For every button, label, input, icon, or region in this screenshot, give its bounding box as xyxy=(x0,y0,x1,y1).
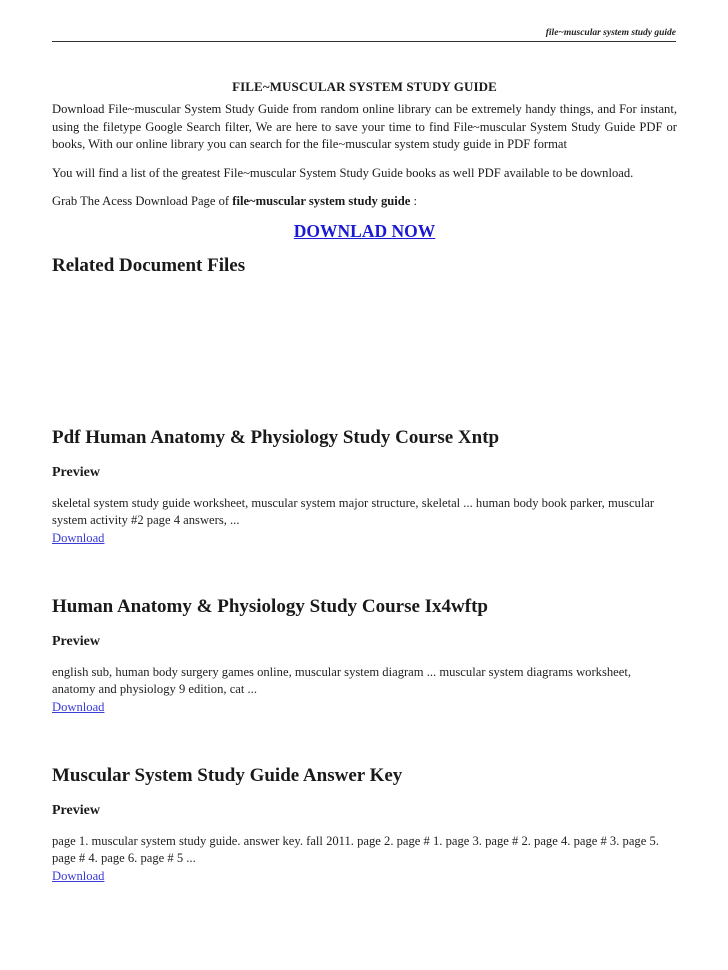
document-body xyxy=(52,78,677,278)
download-link[interactable]: Download xyxy=(52,869,105,883)
download-link[interactable]: Download xyxy=(52,531,105,545)
preview-label: Preview xyxy=(52,634,100,649)
related-file-item xyxy=(52,426,677,547)
running-header xyxy=(52,27,676,42)
related-file-title: Human Anatomy & Physiology Study Course Ix4wftp xyxy=(52,596,488,617)
preview-snippet: english sub, human body surgery games online, muscular system diagram ... muscular system diagrams worksheet, anatomy and physiology 9 edition, cat ... xyxy=(52,665,631,696)
download-now-link[interactable]: DOWNLAD NOW xyxy=(293,220,436,241)
related-file-title: Muscular System Study Guide Answer Key xyxy=(52,765,403,786)
running-header-title: file~muscular system study guide xyxy=(545,28,676,38)
list-paragraph: You will find a list of the greatest File~muscular System Study Guide books as well PDF available to be download. xyxy=(52,165,634,180)
related-file-item xyxy=(52,595,677,716)
preview-label: Preview xyxy=(52,803,100,818)
grab-suffix: : xyxy=(410,194,417,208)
grab-keyword: file~muscular system study guide xyxy=(232,194,411,208)
preview-snippet: skeletal system study guide worksheet, muscular system major structure, skeletal ... human body book parker, muscular system activity #2 page 4 answers, ... xyxy=(52,496,655,527)
related-file-item xyxy=(52,764,677,885)
intro-paragraph: Download File~muscular System Study Guide from random online library can be extremely handy things, and For instant, using the filetype Google Search filter, We are here to save your time to find File~muscular System Study Guide PDF or books, With our online library you can search for the file~muscular system study guide in PDF format xyxy=(52,102,677,151)
document-title: FILE~MUSCULAR SYSTEM STUDY GUIDE xyxy=(232,79,497,94)
download-link[interactable]: Download xyxy=(52,700,105,714)
preview-label: Preview xyxy=(52,465,100,480)
related-files-heading: Related Document Files xyxy=(52,254,246,276)
grab-prefix: Grab The Acess Download Page of xyxy=(52,194,233,208)
download-now-container xyxy=(52,220,677,242)
related-file-title: Pdf Human Anatomy & Physiology Study Course Xntp xyxy=(52,427,500,448)
preview-snippet: page 1. muscular system study guide. answer key. fall 2011. page 2. page # 1. page 3. page # 2. page 4. page # 3. page 5. page # 4. page 6. page # 5 ... xyxy=(52,834,659,865)
grab-access-line xyxy=(52,193,677,211)
